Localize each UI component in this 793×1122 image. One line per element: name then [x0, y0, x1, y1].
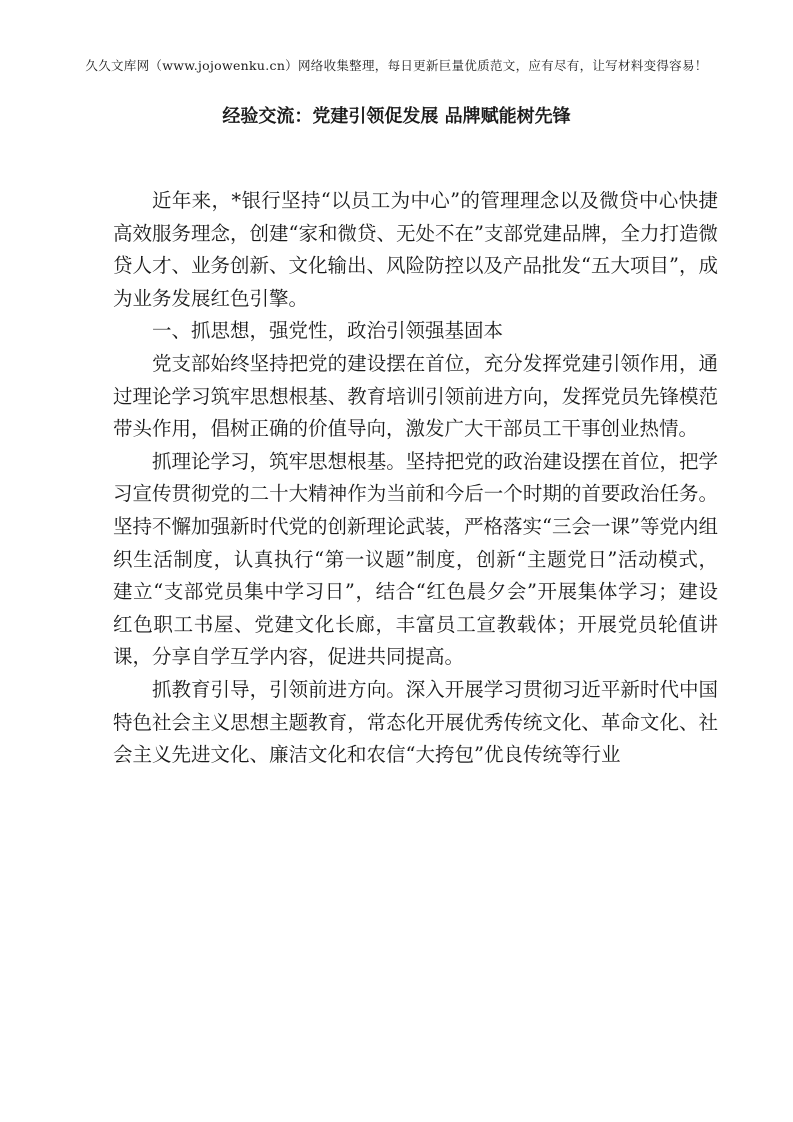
- header-note: 久久文库网（www.jojowenku.cn）网络收集整理，每日更新巨量优质范文，应有尽有，让写材料变得容易！: [85, 58, 708, 73]
- document-body: [113, 185, 718, 772]
- body-paragraph: 党支部始终坚持把党的建设摆在首位，充分发挥党建引领作用，通过理论学习筑牢思想根基、教育培训引领前进方向，发挥党员先锋模范带头作用，倡树正确的价值导向，激发广大干部员工干事创业热情。: [113, 351, 718, 441]
- document-title: 经验交流：党建引领促发展 品牌赋能树先锋: [222, 106, 571, 127]
- section-heading: 一、抓思想，强党性，政治引领强基固本: [152, 319, 504, 343]
- body-paragraph: 抓教育引导，引领前进方向。深入开展学习贯彻习近平新时代中国特色社会主义思想主题教育，常态化开展优秀传统文化、革命文化、社会主义先进文化、廉洁文化和农信“大挎包”优良传统等行业: [113, 677, 718, 767]
- body-paragraph: 抓理论学习，筑牢思想根基。坚持把党的政治建设摆在首位，把学习宣传贯彻党的二十大精神作为当前和今后一个时期的首要政治任务。坚持不懈加强新时代党的创新理论武装，严格落实“三会一课”等党内组织生活制度，认真执行“第一议题”制度，创新“主题党日”活动模式，建立“支部党员集中学习日”，结合“红色晨夕会”开展集体学习；建设红色职工书屋、党建文化长廊，丰富员工宣教载体；开展党员轮值讲课，分享自学互学内容，促进共同提高。: [113, 449, 718, 669]
- intro-paragraph: 近年来，*银行坚持“以员工为中心”的管理理念以及微贷中心快捷高效服务理念，创建“家和微贷、无处不在”支部党建品牌，全力打造微贷人才、业务创新、文化输出、风险防控以及产品批发“五大项目”，成为业务发展红色引擎。: [113, 189, 718, 310]
